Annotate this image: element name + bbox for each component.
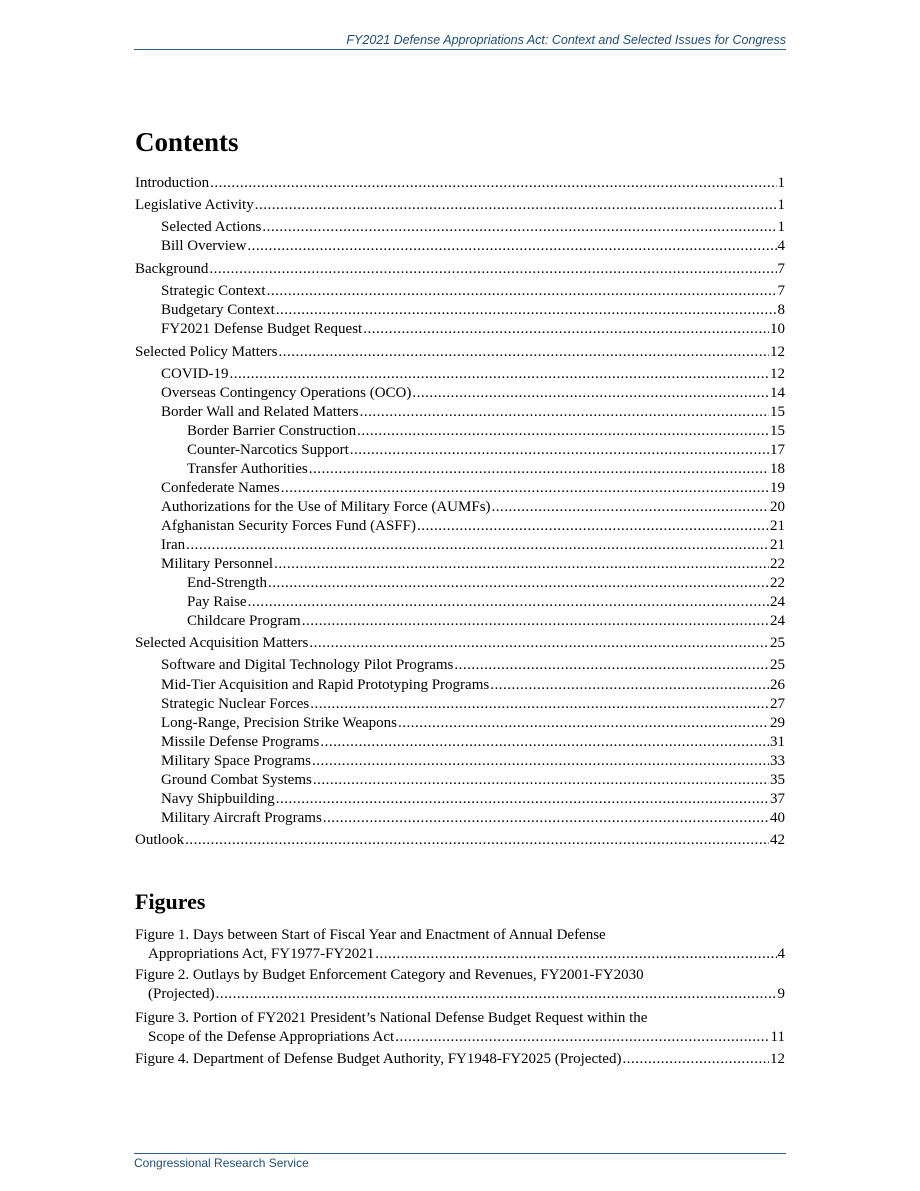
toc-entry-page: 24 — [770, 613, 785, 629]
dot-leader — [313, 771, 769, 790]
toc-entry-title: Missile Defense Programs — [161, 734, 320, 750]
dot-leader — [309, 634, 769, 653]
toc-entry-title: Bill Overview — [161, 238, 247, 254]
figure-entry-title-line2: Scope of the Defense Appropriations Act — [148, 1029, 395, 1045]
toc-entry[interactable] — [135, 517, 785, 536]
figure-entry-title-line2: Appropriations Act, FY1977-FY2021 — [148, 946, 375, 962]
toc-entry[interactable] — [135, 384, 785, 403]
dot-leader — [302, 612, 769, 631]
toc-entry[interactable] — [135, 809, 785, 828]
toc-entry[interactable] — [135, 676, 785, 695]
toc-entry-page: 1 — [777, 219, 785, 235]
dot-leader — [398, 714, 769, 733]
dot-leader — [185, 831, 769, 850]
figure-entry-page: 4 — [777, 946, 785, 962]
dot-leader — [320, 733, 769, 752]
toc-entry-title: Military Personnel — [161, 556, 274, 572]
dot-leader — [268, 574, 769, 593]
toc-entry-page: 22 — [770, 556, 785, 572]
running-header: FY2021 Defense Appropriations Act: Context and Selected Issues for Congress — [134, 33, 786, 50]
toc-entry[interactable] — [135, 218, 785, 237]
dot-leader — [276, 301, 777, 320]
toc-entry-page: 12 — [770, 344, 785, 360]
dot-leader — [357, 422, 769, 441]
toc-entry-title: Overseas Contingency Operations (OCO) — [161, 385, 412, 401]
toc-entry-page: 37 — [770, 791, 785, 807]
toc-entry-page: 21 — [770, 537, 785, 553]
toc-entry[interactable] — [135, 695, 785, 714]
toc-entry-page: 35 — [770, 772, 785, 788]
toc-entry-page: 17 — [770, 442, 785, 458]
toc-entry-page: 1 — [777, 175, 785, 191]
figure-entry[interactable] — [135, 1009, 785, 1047]
toc-entry-page: 8 — [777, 302, 785, 318]
dot-leader — [186, 536, 769, 555]
figure-entry[interactable] — [135, 1050, 785, 1069]
toc-entry-title: Authorizations for the Use of Military Force (AUMFs) — [161, 499, 491, 515]
toc-entry-title: Introduction — [135, 175, 210, 191]
toc-entry[interactable] — [135, 174, 785, 193]
toc-entry-title: Transfer Authorities — [187, 461, 308, 477]
toc-entry-page: 29 — [770, 715, 785, 731]
toc-entry-page: 15 — [770, 423, 785, 439]
dot-leader — [216, 985, 777, 1004]
toc-entry[interactable] — [135, 574, 785, 593]
toc-entry-title: Afghanistan Security Forces Fund (ASFF) — [161, 518, 416, 534]
toc-entry-page: 25 — [770, 657, 785, 673]
dot-leader — [412, 384, 769, 403]
toc-entry-title: COVID-19 — [161, 366, 229, 382]
running-footer: Congressional Research Service — [134, 1153, 786, 1170]
toc-entry-page: 33 — [770, 753, 785, 769]
dot-leader — [310, 695, 769, 714]
figure-entry-page: 9 — [777, 986, 785, 1002]
dot-leader — [278, 343, 769, 362]
dot-leader — [262, 218, 776, 237]
dot-leader — [248, 593, 769, 612]
toc-entry[interactable] — [135, 365, 785, 384]
toc-entry-title: Pay Raise — [187, 594, 247, 610]
toc-entry-page: 25 — [770, 635, 785, 651]
toc-entry-title: Border Wall and Related Matters — [161, 404, 359, 420]
toc-entry[interactable] — [135, 656, 785, 675]
toc-entry-title: Border Barrier Construction — [187, 423, 357, 439]
toc-entry[interactable] — [135, 790, 785, 809]
toc-entry-page: 42 — [770, 832, 785, 848]
toc-entry-title: Selected Acquisition Matters — [135, 635, 309, 651]
toc-entry-title: Confederate Names — [161, 480, 280, 496]
figures-heading: Figures — [135, 889, 206, 914]
figure-entry-title-line2: Figure 4. Department of Defense Budget Authority, FY1948-FY2025 (Projected) — [135, 1051, 622, 1067]
toc-entry-title: Legislative Activity — [135, 197, 254, 213]
dot-leader — [210, 174, 776, 193]
toc-entry-title: Strategic Context — [161, 283, 266, 299]
toc-entry[interactable] — [135, 260, 785, 279]
toc-entry-page: 10 — [770, 321, 785, 337]
toc-entry-page: 20 — [770, 499, 785, 515]
figure-entry-page: 11 — [770, 1029, 785, 1045]
dot-leader — [309, 460, 769, 479]
toc-entry-page: 26 — [770, 677, 785, 693]
toc-entry[interactable] — [135, 460, 785, 479]
toc-entry-page: 15 — [770, 404, 785, 420]
toc-entry[interactable] — [135, 343, 785, 362]
toc-entry[interactable] — [135, 237, 785, 256]
toc-entry-title: Long-Range, Precision Strike Weapons — [161, 715, 397, 731]
dot-leader — [490, 676, 769, 695]
toc-entry-title: Strategic Nuclear Forces — [161, 696, 310, 712]
figure-entry[interactable] — [135, 966, 785, 1004]
toc-entry-page: 19 — [770, 480, 785, 496]
toc-entry-page: 40 — [770, 810, 785, 826]
toc-entry-page: 21 — [770, 518, 785, 534]
toc-entry-title: Childcare Program — [187, 613, 301, 629]
toc-entry-title: Military Space Programs — [161, 753, 311, 769]
dot-leader — [363, 320, 769, 339]
toc-entry-page: 7 — [777, 261, 785, 277]
dot-leader — [417, 517, 769, 536]
toc-entry-page: 18 — [770, 461, 785, 477]
toc-entry[interactable] — [135, 498, 785, 517]
toc-entry-title: FY2021 Defense Budget Request — [161, 321, 363, 337]
toc-entry[interactable] — [135, 752, 785, 771]
toc-entry[interactable] — [135, 196, 785, 215]
toc-entry-title: Navy Shipbuilding — [161, 791, 275, 807]
figure-entry-title-line2: (Projected) — [148, 986, 215, 1002]
dot-leader — [350, 441, 769, 460]
dot-leader — [247, 237, 776, 256]
toc-entry[interactable] — [135, 733, 785, 752]
toc-entry-page: 14 — [770, 385, 785, 401]
toc-entry-page: 24 — [770, 594, 785, 610]
toc-entry[interactable] — [135, 301, 785, 320]
dot-leader — [622, 1050, 769, 1069]
toc-entry[interactable] — [135, 555, 785, 574]
dot-leader — [255, 196, 777, 215]
toc-entry-page: 31 — [770, 734, 785, 750]
toc-entry-page: 4 — [777, 238, 785, 254]
toc-entry-title: Military Aircraft Programs — [161, 810, 322, 826]
figure-entry-title-line1: Figure 3. Portion of FY2021 President’s National Defense Budget Request within the — [135, 1010, 648, 1026]
dot-leader — [230, 365, 770, 384]
toc-entry-title: Outlook — [135, 832, 185, 848]
dot-leader — [276, 790, 769, 809]
toc-entry-title: Mid-Tier Acquisition and Rapid Prototyping Programs — [161, 677, 490, 693]
dot-leader — [312, 752, 769, 771]
toc-entry[interactable] — [135, 536, 785, 555]
toc-entry-page: 22 — [770, 575, 785, 591]
toc-entry[interactable] — [135, 479, 785, 498]
dot-leader — [267, 282, 777, 301]
toc-entry[interactable] — [135, 771, 785, 790]
figure-entry-page: 12 — [770, 1051, 785, 1067]
figure-entry-title-line1: Figure 1. Days between Start of Fiscal Year and Enactment of Annual Defense — [135, 927, 606, 943]
toc-entry-title: Iran — [161, 537, 186, 553]
toc-entry-title: Selected Actions — [161, 219, 262, 235]
toc-entry[interactable] — [135, 422, 785, 441]
dot-leader — [395, 1028, 769, 1047]
dot-leader — [375, 945, 776, 964]
toc-entry[interactable] — [135, 441, 785, 460]
toc-entry-title: End-Strength — [187, 575, 267, 591]
toc-entry-page: 27 — [770, 696, 785, 712]
toc-entry-title: Background — [135, 261, 209, 277]
toc-entry[interactable] — [135, 403, 785, 422]
dot-leader — [492, 498, 769, 517]
toc-entry[interactable] — [135, 320, 785, 339]
toc-entry-title: Counter-Narcotics Support — [187, 442, 349, 458]
dot-leader — [454, 656, 769, 675]
toc-entry-title: Software and Digital Technology Pilot Programs — [161, 657, 454, 673]
figure-entry[interactable] — [135, 926, 785, 964]
toc-entry[interactable] — [135, 831, 785, 850]
toc-entry-page: 1 — [777, 197, 785, 213]
dot-leader — [274, 555, 769, 574]
toc-entry-title: Budgetary Context — [161, 302, 275, 318]
figure-entry-title-line1: Figure 2. Outlays by Budget Enforcement Category and Revenues, FY2001-FY2030 — [135, 967, 644, 983]
toc-entry[interactable] — [135, 634, 785, 653]
dot-leader — [281, 479, 769, 498]
dot-leader — [209, 260, 776, 279]
dot-leader — [323, 809, 769, 828]
toc-entry-page: 7 — [777, 283, 785, 299]
toc-entry[interactable] — [135, 282, 785, 301]
toc-entry-title: Selected Policy Matters — [135, 344, 278, 360]
toc-entry-title: Ground Combat Systems — [161, 772, 312, 788]
toc-entry-page: 12 — [770, 366, 785, 382]
contents-heading: Contents — [135, 127, 239, 157]
toc-entry[interactable] — [135, 612, 785, 631]
toc-entry[interactable] — [135, 593, 785, 612]
dot-leader — [360, 403, 769, 422]
toc-entry[interactable] — [135, 714, 785, 733]
